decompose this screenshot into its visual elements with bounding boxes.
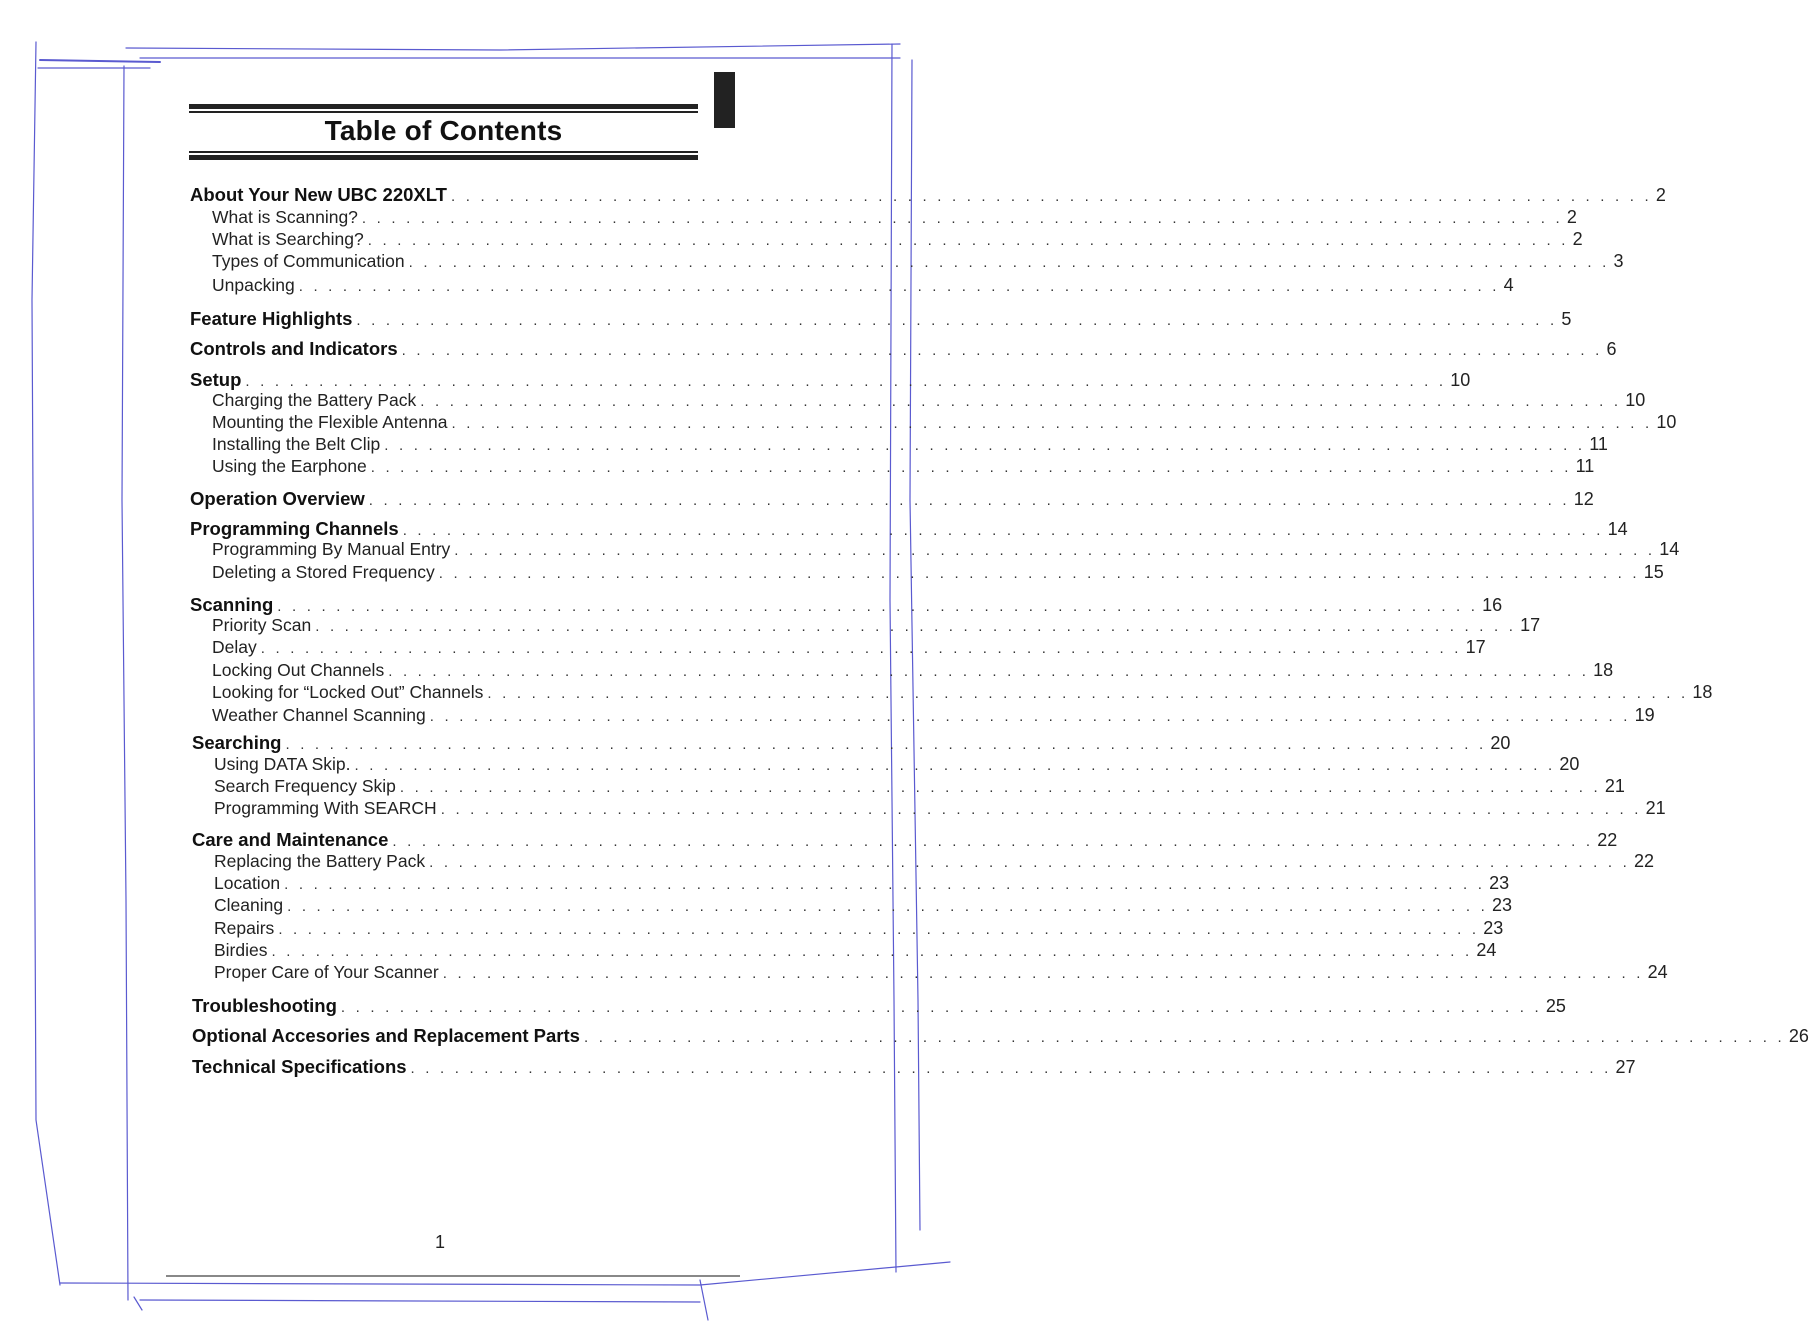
toc-subsection-entry — [214, 754, 1580, 778]
toc-subsection-entry — [214, 962, 1668, 986]
toc-subsection-entry — [214, 918, 1504, 942]
toc-section-entry — [192, 1025, 1809, 1049]
toc-entry-page: 15 — [1643, 562, 1664, 582]
toc-entry-label: Weather Channel Scanning — [212, 705, 426, 725]
toc-entry-label: Using the Earphone — [212, 456, 367, 476]
toc-dot-leader: . . . . . . . . . . . . . . . . . . . . . . . . . . . . . . . . . . . . . . . . . . . . . . . . . . . . . . . . . . . . . . . . . . . . . . . . . . . . . . . . . . — [384, 437, 1586, 454]
toc-entry-page: 23 — [1483, 918, 1504, 938]
toc-entry-label: Repairs — [214, 918, 275, 938]
toc-entry-label: Setup — [190, 369, 242, 390]
toc-entry-label: What is Searching? — [212, 229, 364, 249]
toc-subsection-entry — [214, 895, 1513, 919]
toc-subsection-entry — [212, 275, 1514, 299]
toc-subsection-entry — [214, 776, 1625, 800]
toc-dot-leader: . . . . . . . . . . . . . . . . . . . . . . . . . . . . . . . . . . . . . . . . . . . . . . . . . . . . . . . . . . . . . . . . . . . . . . . . . . . . . . . . . . — [367, 232, 1569, 249]
toc-dot-leader: . . . . . . . . . . . . . . . . . . . . . . . . . . . . . . . . . . . . . . . . . . . . . . . . . . . . . . . . . . . . . . . . . . . . . . . . . . . . . . . . . . — [429, 708, 1631, 725]
toc-subsection-entry — [212, 562, 1664, 586]
toc-entry-label: Proper Care of Your Scanner — [214, 962, 439, 982]
toc-dot-leader: . . . . . . . . . . . . . . . . . . . . . . . . . . . . . . . . . . . . . . . . . . . . . . . . . . . . . . . . . . . . . . . . . . . . . . . . . . . . . . . . . . — [260, 640, 1462, 657]
toc-entry-page: 3 — [1613, 251, 1624, 271]
toc-dot-leader: . . . . . . . . . . . . . . . . . . . . . . . . . . . . . . . . . . . . . . . . . . . . . . . . . . . . . . . . . . . . . . . . . . . . . . . . . . . . . . . . . . — [340, 999, 1542, 1016]
toc-entry-page: 17 — [1465, 637, 1486, 657]
toc-section-entry — [190, 308, 1572, 332]
toc-dot-leader: . . . . . . . . . . . . . . . . . . . . . . . . . . . . . . . . . . . . . . . . . . . . . . . . . . . . . . . . . . . . . . . . . . . . . . . . . . . . . . . . . . — [429, 854, 1630, 871]
toc-entry-label: Programming By Manual Entry — [212, 539, 451, 559]
toc-subsection-entry — [212, 615, 1541, 639]
toc-dot-leader: . . . . . . . . . . . . . . . . . . . . . . . . . . . . . . . . . . . . . . . . . . . . . . . . . . . . . . . . . . . . . . . . . . . . . . . . . . . . . . . . . . — [442, 965, 1644, 982]
toc-entry-page: 11 — [1575, 456, 1595, 476]
toc-entry-page: 2 — [1572, 229, 1583, 249]
toc-dot-leader: . . . . . . . . . . . . . . . . . . . . . . . . . . . . . . . . . . . . . . . . . . . . . . . . . . . . . . . . . . . . . . . . . . . . . . . . . . . . . . . . . . — [277, 598, 1479, 615]
toc-entry-page: 6 — [1606, 339, 1617, 359]
toc-entry-label: Optional Accesories and Replacement Parts — [192, 1025, 580, 1046]
toc-dot-leader: . . . . . . . . . . . . . . . . . . . . . . . . . . . . . . . . . . . . . . . . . . . . . . . . . . . . . . . . . . . . . . . . . . . . . . . . . . . . . . . . . . — [401, 342, 1603, 359]
toc-entry-page: 5 — [1561, 309, 1572, 329]
toc-entry-label: Cleaning — [214, 895, 284, 915]
toc-entry-label: Looking for “Locked Out” Channels — [212, 682, 484, 702]
toc-dot-leader: . . . . . . . . . . . . . . . . . . . . . . . . . . . . . . . . . . . . . . . . . . . . . . . . . . . . . . . . . . . . . . . . . . . . . . . . . . . . . . . . . . — [420, 393, 1622, 410]
toc-subsection-entry — [212, 637, 1486, 661]
toc-dot-leader: . . . . . . . . . . . . . . . . . . . . . . . . . . . . . . . . . . . . . . . . . . . . . . . . . . . . . . . . . . . . . . . . . . . . . . . . . . . . . . . . . . — [284, 876, 1486, 893]
toc-entry-label: About Your New UBC 220XLT — [190, 184, 447, 205]
toc-entry-page: 12 — [1573, 489, 1594, 509]
toc-entry-page: 23 — [1489, 873, 1510, 893]
toc-entry-page: 10 — [1450, 370, 1471, 390]
page-title: Table of Contents — [324, 115, 563, 146]
toc-dot-leader: . . . . . . . . . . . . . . . . . . . . . . . . . . . . . . . . . . . . . . . . . . . . . . . . . . . . . . . . . . . . . . . . . . . . . . . . . . . . . . . . . . — [285, 736, 1487, 753]
toc-entry-label: Location — [214, 873, 281, 893]
toc-entry-label: Controls and Indicators — [190, 338, 398, 359]
toc-entry-page: 24 — [1647, 962, 1668, 982]
toc-dot-leader: . . . . . . . . . . . . . . . . . . . . . . . . . . . . . . . . . . . . . . . . . . . . . . . . . . . . . . . . . . . . . . . . . . . . . . . . . . . . . . . . . . — [392, 833, 1594, 850]
toc-dot-leader: . . . . . . . . . . . . . . . . . . . . . . . . . . . . . . . . . . . . . . . . . . . . . . . . . . . . . . . . . . . . . . . . . . . . . . . . . . . . . . . . . . — [388, 663, 1590, 680]
toc-dot-leader: . . . . . . . . . . . . . . . . . . . . . . . . . . . . . . . . . . . . . . . . . . . . . . . . . . . . . . . . . . . . . . . . . . . . . . . . . . . . . . . . . . — [315, 618, 1517, 635]
toc-entry-page: 16 — [1482, 595, 1503, 615]
toc-subsection-entry — [212, 682, 1713, 706]
toc-dot-leader: . . . . . . . . . . . . . . . . . . . . . . . . . . . . . . . . . . . . . . . . . . . . . . . . . . . . . . . . . . . . . . . . . . . . . . . . . . . . . . . . . . — [440, 801, 1642, 818]
toc-subsection-entry — [212, 390, 1646, 414]
toc-entry-label: Birdies — [214, 940, 268, 960]
toc-dot-leader: . . . . . . . . . . . . . . . . . . . . . . . . . . . . . . . . . . . . . . . . . . . . . . . . . . . . . . . . . . . . . . . . . . . . . . . . . . . . . . . . . . — [410, 1060, 1612, 1077]
toc-section-entry — [190, 184, 1666, 208]
toc-entry-label: Replacing the Battery Pack — [214, 851, 426, 871]
toc-entry-page: 22 — [1634, 851, 1655, 871]
toc-dot-leader: . . . . . . . . . . . . . . . . . . . . . . . . . . . . . . . . . . . . . . . . . . . . . . . . . . . . . . . . . . . . . . . . . . . . . . . . . . . . . . . . . . — [354, 757, 1556, 774]
toc-entry-page: 20 — [1490, 733, 1511, 753]
toc-entry-label: Installing the Belt Clip — [212, 434, 381, 454]
toc-dot-leader: . . . . . . . . . . . . . . . . . . . . . . . . . . . . . . . . . . . . . . . . . . . . . . . . . . . . . . . . . . . . . . . . . . . . . . . . . . . . . . . . . . — [438, 565, 1640, 582]
toc-subsection-entry — [212, 229, 1583, 253]
toc-dot-leader: . . . . . . . . . . . . . . . . . . . . . . . . . . . . . . . . . . . . . . . . . . . . . . . . . . . . . . . . . . . . . . . . . . . . . . . . . . . . . . . . . . — [356, 312, 1558, 329]
toc-entry-page: 27 — [1615, 1057, 1636, 1077]
toc-subsection-entry — [214, 798, 1666, 822]
toc-subsection-entry — [212, 539, 1680, 563]
toc-entry-label: Care and Maintenance — [192, 829, 389, 850]
toc-entry-page: 11 — [1589, 434, 1608, 454]
toc-subsection-entry — [212, 705, 1655, 729]
toc-dot-leader: . . . . . . . . . . . . . . . . . . . . . . . . . . . . . . . . . . . . . . . . . . . . . . . . . . . . . . . . . . . . . . . . . . . . . . . . . . . . . . . . . . — [583, 1029, 1785, 1046]
toc-subsection-entry — [212, 412, 1677, 436]
toc-dot-leader: . . . . . . . . . . . . . . . . . . . . . . . . . . . . . . . . . . . . . . . . . . . . . . . . . . . . . . . . . . . . . . . . . . . . . . . . . . . . . . . . . . — [368, 492, 1570, 509]
toc-entry-page: 21 — [1645, 798, 1666, 818]
toc-entry-page: 10 — [1656, 412, 1677, 432]
toc-entry-label: Feature Highlights — [190, 308, 353, 329]
toc-entry-label: Troubleshooting — [192, 995, 337, 1016]
toc-dot-leader: . . . . . . . . . . . . . . . . . . . . . . . . . . . . . . . . . . . . . . . . . . . . . . . . . . . . . . . . . . . . . . . . . . . . . . . . . . . . . . . . . . — [278, 921, 1480, 938]
toc-subsection-entry — [212, 434, 1608, 458]
toc-entry-page: 25 — [1545, 996, 1566, 1016]
toc-dot-leader: . . . . . . . . . . . . . . . . . . . . . . . . . . . . . . . . . . . . . . . . . . . . . . . . . . . . . . . . . . . . . . . . . . . . . . . . . . . . . . . . . . — [287, 898, 1488, 915]
toc-entry-label: Priority Scan — [212, 615, 312, 635]
toc-entry-label: Programming With SEARCH — [214, 798, 437, 818]
page-number: 1 — [434, 1232, 445, 1252]
toc-entry-page: 14 — [1607, 519, 1628, 539]
toc-entry-page: 2 — [1655, 185, 1666, 205]
toc-dot-leader: . . . . . . . . . . . . . . . . . . . . . . . . . . . . . . . . . . . . . . . . . . . . . . . . . . . . . . . . . . . . . . . . . . . . . . . . . . . . . . . . . . — [450, 188, 1652, 205]
toc-dot-leader: . . . . . . . . . . . . . . . . . . . . . . . . . . . . . . . . . . . . . . . . . . . . . . . . . . . . . . . . . . . . . . . . . . . . . . . . . . . . . . . . . . — [487, 685, 1689, 702]
toc-entry-label: Searching — [192, 732, 282, 753]
toc-dot-leader: . . . . . . . . . . . . . . . . . . . . . . . . . . . . . . . . . . . . . . . . . . . . . . . . . . . . . . . . . . . . . . . . . . . . . . . . . . . . . . . . . . — [271, 943, 1473, 960]
toc-dot-leader: . . . . . . . . . . . . . . . . . . . . . . . . . . . . . . . . . . . . . . . . . . . . . . . . . . . . . . . . . . . . . . . . . . . . . . . . . . . . . . . . . . — [361, 210, 1563, 227]
toc-section-entry — [190, 338, 1617, 362]
toc-dot-leader: . . . . . . . . . . . . . . . . . . . . . . . . . . . . . . . . . . . . . . . . . . . . . . . . . . . . . . . . . . . . . . . . . . . . . . . . . . . . . . . . . . — [399, 779, 1601, 796]
toc-dot-leader: . . . . . . . . . . . . . . . . . . . . . . . . . . . . . . . . . . . . . . . . . . . . . . . . . . . . . . . . . . . . . . . . . . . . . . . . . . . . . . . . . . — [298, 278, 1500, 295]
toc-dot-leader: . . . . . . . . . . . . . . . . . . . . . . . . . . . . . . . . . . . . . . . . . . . . . . . . . . . . . . . . . . . . . . . . . . . . . . . . . . . . . . . . . . — [245, 373, 1447, 390]
toc-entry-page: 21 — [1604, 776, 1625, 796]
toc-subsection-entry — [212, 660, 1614, 684]
toc-subsection-entry — [212, 456, 1595, 480]
toc-subsection-entry — [212, 207, 1577, 231]
toc-subsection-entry — [214, 940, 1497, 964]
toc-entry-page: 26 — [1788, 1026, 1809, 1046]
toc-entry-page: 4 — [1503, 275, 1514, 295]
toc-entry-label: Types of Communication — [212, 251, 405, 271]
toc-section-entry — [192, 829, 1618, 853]
toc-entry-label: Deleting a Stored Frequency — [212, 562, 435, 582]
toc-entry-page: 14 — [1659, 539, 1680, 559]
toc-entry-page: 23 — [1491, 895, 1513, 915]
toc-section-entry — [192, 1056, 1636, 1080]
toc-entry-page: 2 — [1566, 207, 1577, 227]
toc-entry-label: Delay — [212, 637, 257, 657]
toc-subsection-entry — [212, 251, 1624, 275]
toc-dot-leader: . . . . . . . . . . . . . . . . . . . . . . . . . . . . . . . . . . . . . . . . . . . . . . . . . . . . . . . . . . . . . . . . . . . . . . . . . . . . . . . . . . — [454, 542, 1656, 559]
toc-dot-leader: . . . . . . . . . . . . . . . . . . . . . . . . . . . . . . . . . . . . . . . . . . . . . . . . . . . . . . . . . . . . . . . . . . . . . . . . . . . . . . . . . . — [402, 522, 1604, 539]
toc-entry-page: 10 — [1625, 390, 1646, 410]
toc-entry-page: 22 — [1597, 830, 1618, 850]
toc-subsection-entry — [214, 851, 1655, 875]
toc-entry-page: 24 — [1476, 940, 1497, 960]
toc-entry-label: Operation Overview — [190, 488, 365, 509]
toc-entry-page: 18 — [1593, 660, 1614, 680]
toc-entry-label: Search Frequency Skip — [214, 776, 396, 796]
toc-subsection-entry — [214, 873, 1510, 897]
toc-entry-page: 19 — [1634, 705, 1655, 725]
toc-section-entry — [192, 732, 1511, 756]
toc-entry-label: Programming Channels — [190, 518, 399, 539]
toc-entry-label: Mounting the Flexible Antenna — [212, 412, 448, 432]
toc-entry-page: 18 — [1692, 682, 1713, 702]
toc-section-entry — [190, 488, 1594, 512]
toc-entry-label: Unpacking — [212, 275, 295, 295]
toc-dot-leader: . . . . . . . . . . . . . . . . . . . . . . . . . . . . . . . . . . . . . . . . . . . . . . . . . . . . . . . . . . . . . . . . . . . . . . . . . . . . . . . . . . — [451, 415, 1653, 432]
toc-entry-label: Technical Specifications — [192, 1056, 407, 1077]
toc-entry-label: Scanning — [190, 594, 274, 615]
toc-section-entry — [192, 995, 1566, 1019]
toc-entry-label: Using DATA Skip. — [214, 754, 351, 774]
toc-dot-leader: . . . . . . . . . . . . . . . . . . . . . . . . . . . . . . . . . . . . . . . . . . . . . . . . . . . . . . . . . . . . . . . . . . . . . . . . . . . . . . . . . . — [370, 459, 1572, 476]
toc-entry-page: 20 — [1559, 754, 1580, 774]
toc-entry-label: Charging the Battery Pack — [212, 390, 417, 410]
toc-entry-page: 17 — [1520, 615, 1541, 635]
toc-entry-label: Locking Out Channels — [212, 660, 385, 680]
toc-entry-label: What is Scanning? — [212, 207, 358, 227]
toc-dot-leader: . . . . . . . . . . . . . . . . . . . . . . . . . . . . . . . . . . . . . . . . . . . . . . . . . . . . . . . . . . . . . . . . . . . . . . . . . . . . . . . . . . — [408, 254, 1610, 271]
